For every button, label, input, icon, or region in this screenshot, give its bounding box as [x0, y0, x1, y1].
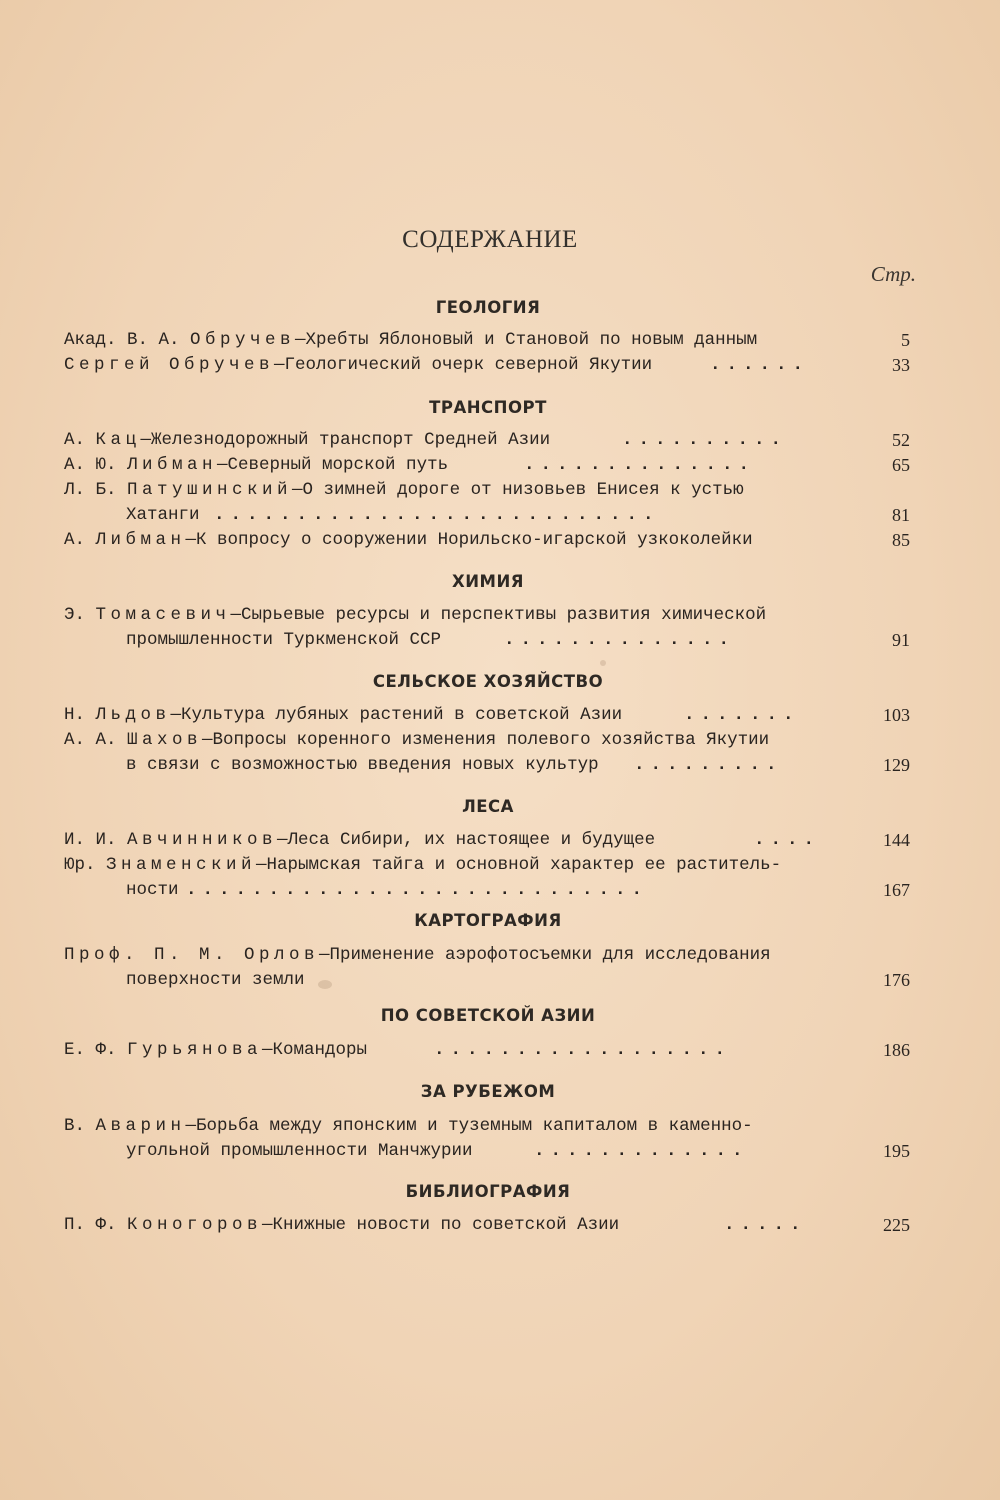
- entry-title-continuation: угольной промышленности Манчжурии: [126, 1141, 473, 1161]
- entry-author: Коногоров: [127, 1215, 263, 1235]
- entry-prefix: В.: [64, 1116, 96, 1136]
- entry-author: Обручев: [190, 330, 296, 350]
- toc-entry[interactable]: [64, 1038, 910, 1063]
- entry-title: —Нарымская тайга и основной характер ее раститель-: [256, 855, 782, 875]
- entry-title: —Борьба между японским и туземным капиталом в каменно-: [185, 1116, 753, 1136]
- entry-author: Аварин: [95, 1116, 186, 1136]
- entry-author: Льдов: [95, 705, 171, 725]
- dot-leader: .........: [634, 755, 783, 775]
- section-heading: СЕЛЬСКОЕ ХОЗЯЙСТВО: [372, 672, 604, 691]
- dot-leader: ..............: [504, 630, 736, 650]
- entry-author: Гурьянова: [127, 1040, 263, 1060]
- entry-prefix: Акад. В. А.: [64, 330, 191, 350]
- toc-entry[interactable]: [64, 1213, 910, 1238]
- entry-title-continuation: в связи с возможностью введения новых культур: [126, 755, 599, 775]
- entry-title: —Вопросы коренного изменения полевого хозяйства Якутии: [202, 730, 770, 750]
- entry-page-number: 91: [892, 630, 910, 650]
- entry-page-number: 167: [883, 880, 910, 900]
- entry-title: —Леса Сибири, их настоящее и будущее: [277, 830, 656, 850]
- page-title: СОДЕРЖАНИЕ: [402, 226, 578, 253]
- entry-page-number: 65: [892, 455, 910, 475]
- paper-stain: [600, 660, 606, 666]
- entry-title: —Хребты Яблоновый и Становой по новым данным: [295, 330, 758, 350]
- entry-prefix: И. И.: [64, 830, 128, 850]
- entry-author: Либман: [127, 455, 218, 475]
- toc-entry[interactable]: [64, 728, 910, 778]
- dot-leader: ..............: [524, 455, 756, 475]
- dot-leader: .....: [724, 1215, 807, 1235]
- entry-prefix: А. Ю.: [64, 455, 128, 475]
- entry-prefix: Н.: [64, 705, 96, 725]
- entry-page-number: 52: [892, 430, 910, 450]
- entry-page-number: 33: [892, 355, 910, 375]
- entry-prefix: Юр.: [64, 855, 107, 875]
- entry-title: —Командоры: [262, 1040, 368, 1060]
- toc-entry[interactable]: [64, 703, 910, 728]
- entry-title-continuation: Хатанги: [126, 505, 200, 525]
- entry-prefix: Л. Б.: [64, 480, 128, 500]
- dot-leader: ...........................: [214, 505, 660, 525]
- entry-title-continuation: поверхности земли: [126, 970, 305, 990]
- section-heading: ГЕОЛОГИЯ: [435, 298, 541, 317]
- dot-leader: .......: [684, 705, 800, 725]
- toc-entry[interactable]: [64, 943, 910, 993]
- dot-leader: ......: [710, 355, 810, 375]
- entry-author: Патушинский: [127, 480, 293, 500]
- entry-author: Шахов: [127, 730, 203, 750]
- section-heading: БИБЛИОГРАФИЯ: [405, 1182, 571, 1201]
- section-heading: КАРТОГРАФИЯ: [414, 911, 562, 930]
- dot-leader: ............................: [186, 880, 649, 900]
- toc-entry[interactable]: [64, 353, 910, 378]
- entry-page-number: 225: [883, 1215, 910, 1235]
- entry-title: —Применение аэрофотосъемки для исследования: [319, 945, 771, 965]
- page-column-label: Стр.: [870, 262, 916, 286]
- entry-prefix: А.: [64, 430, 96, 450]
- toc-entry[interactable]: [64, 1114, 910, 1164]
- dot-leader: ..........: [622, 430, 788, 450]
- section-heading: ХИМИЯ: [452, 572, 524, 591]
- entry-page-number: 176: [883, 970, 910, 990]
- toc-entry[interactable]: [64, 328, 910, 353]
- section-heading: ЗА РУБЕЖОМ: [420, 1082, 556, 1101]
- entry-author: Сергей Обручев: [64, 355, 275, 375]
- toc-entry[interactable]: [64, 453, 910, 478]
- entry-prefix: Е. Ф.: [64, 1040, 128, 1060]
- entry-author: Либман: [95, 530, 186, 550]
- dot-leader: .............: [534, 1141, 749, 1161]
- entry-page-number: 5: [901, 330, 910, 350]
- toc-entry[interactable]: [64, 428, 910, 453]
- toc-entry[interactable]: [64, 828, 910, 853]
- entry-author: Томасевич: [95, 605, 231, 625]
- entry-title: —К вопросу о сооружении Норильско-игарской узкоколейки: [185, 530, 753, 550]
- entry-author: Знаменский: [106, 855, 257, 875]
- entry-prefix: А.: [64, 530, 96, 550]
- entry-author: Кац: [95, 430, 141, 450]
- section-heading: ПО СОВЕТСКОЙ АЗИИ: [380, 1006, 596, 1025]
- toc-entry[interactable]: [64, 603, 910, 653]
- entry-page-number: 144: [883, 830, 910, 850]
- entry-prefix: Э.: [64, 605, 96, 625]
- entry-page-number: 186: [883, 1040, 910, 1060]
- entry-prefix: П. Ф.: [64, 1215, 128, 1235]
- entry-title: —Культура лубяных растений в советской Азии: [170, 705, 623, 725]
- section-heading: ТРАНСПОРТ: [429, 398, 547, 417]
- entry-page-number: 195: [883, 1141, 910, 1161]
- entry-page-number: 103: [883, 705, 910, 725]
- entry-page-number: 85: [892, 530, 910, 550]
- entry-title: —Геологический очерк северной Якутии: [274, 355, 653, 375]
- toc-entry[interactable]: [64, 853, 910, 903]
- toc-entry[interactable]: [64, 528, 910, 553]
- entry-title: —Железнодорожный транспорт Средней Азии: [140, 430, 551, 450]
- section-heading: ЛЕСА: [462, 797, 514, 816]
- entry-title: —О зимней дороге от низовьев Енисея к устью: [292, 480, 744, 500]
- entry-page-number: 129: [883, 755, 910, 775]
- dot-leader: ....: [754, 830, 821, 850]
- entry-title-continuation: промышленности Туркменской ССР: [126, 630, 442, 650]
- entry-prefix: А. А.: [64, 730, 128, 750]
- entry-title-continuation: ности: [126, 880, 179, 900]
- entry-page-number: 81: [892, 505, 910, 525]
- dot-leader: ..................: [434, 1040, 732, 1060]
- entry-title: —Сырьевые ресурсы и перспективы развития химической: [230, 605, 767, 625]
- entry-title: —Книжные новости по советской Азии: [262, 1215, 620, 1235]
- entry-title: —Северный морской путь: [217, 455, 449, 475]
- entry-author: Проф. П. М. Орлов: [64, 945, 320, 965]
- toc-entry[interactable]: [64, 478, 910, 528]
- entry-author: Авчинников: [127, 830, 278, 850]
- paper-stain: [318, 980, 332, 989]
